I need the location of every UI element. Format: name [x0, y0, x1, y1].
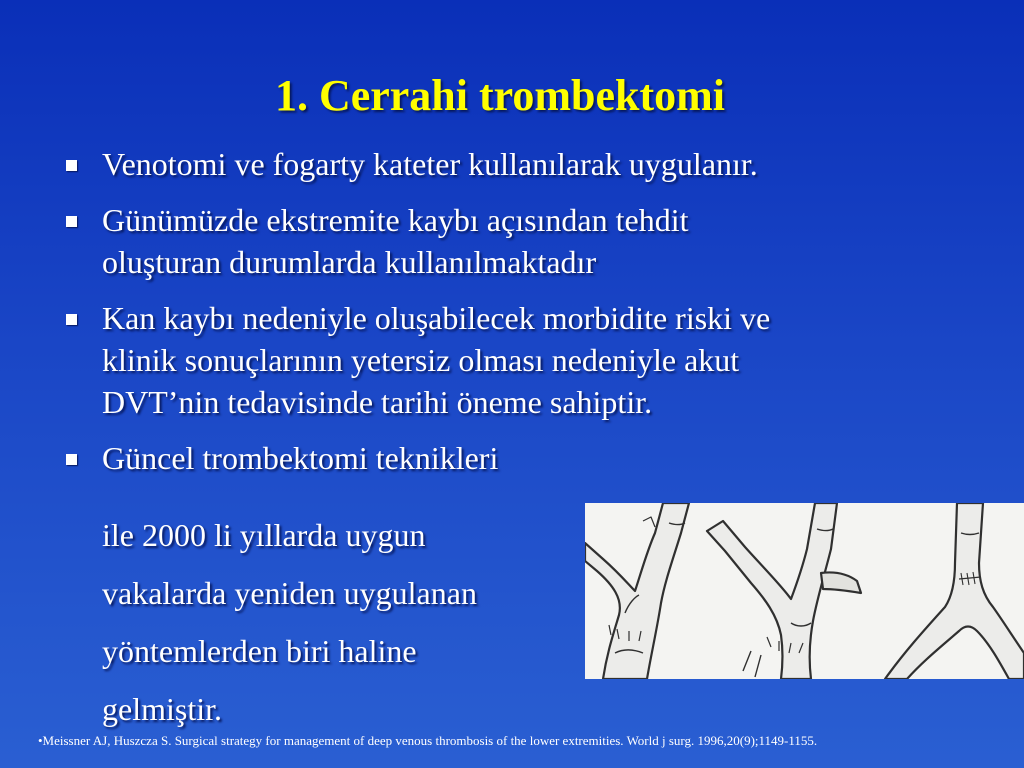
vein-panel-2 — [707, 503, 861, 679]
bullet-item-2 — [60, 199, 960, 283]
continuation-line-4: gelmiştir. — [102, 691, 222, 727]
vein-panel-1 — [585, 503, 689, 679]
bullet-item-4 — [60, 437, 960, 479]
slide-title: 1. Cerrahi trombektomi — [274, 71, 726, 120]
bullet-text: Kan kaybı nedeniyle oluşabilecek morbidite riski ve — [102, 300, 771, 336]
continuation-line-1: ile 2000 li yıllarda uygun — [102, 517, 426, 553]
reference-footnote: •Meissner AJ, Huszcza S. Surgical strategy for management of deep venous thrombosis of the lower extremities. World j surg. 1996,20(9);1149-1155. — [38, 733, 818, 748]
continuation-line-3: yöntemlerden biri haline — [102, 633, 417, 669]
bullet-text: DVT’nin tedavisinde tarihi öneme sahiptir. — [102, 384, 653, 420]
bullet-item-1 — [60, 143, 960, 185]
bullet-text: Günümüzde ekstremite kaybı açısından tehdit — [102, 202, 689, 238]
vein-thrombectomy-illustration — [585, 503, 1024, 679]
bullet-text: klinik sonuçlarının yetersiz olması nedeniyle akut — [102, 342, 740, 378]
vein-illustration-svg — [585, 503, 1024, 679]
bullet-text: oluşturan durumlarda kullanılmaktadır — [102, 244, 597, 280]
continuation-line-2: vakalarda yeniden uygulanan — [102, 575, 477, 611]
bullet-item-3 — [60, 297, 960, 423]
bullet-text: Venotomi ve fogarty kateter kullanılarak uygulanır. — [102, 146, 758, 182]
bullet-list — [60, 143, 960, 493]
vein-panel-3 — [885, 503, 1024, 679]
bullet-text: Güncel trombektomi teknikleri — [102, 440, 499, 476]
